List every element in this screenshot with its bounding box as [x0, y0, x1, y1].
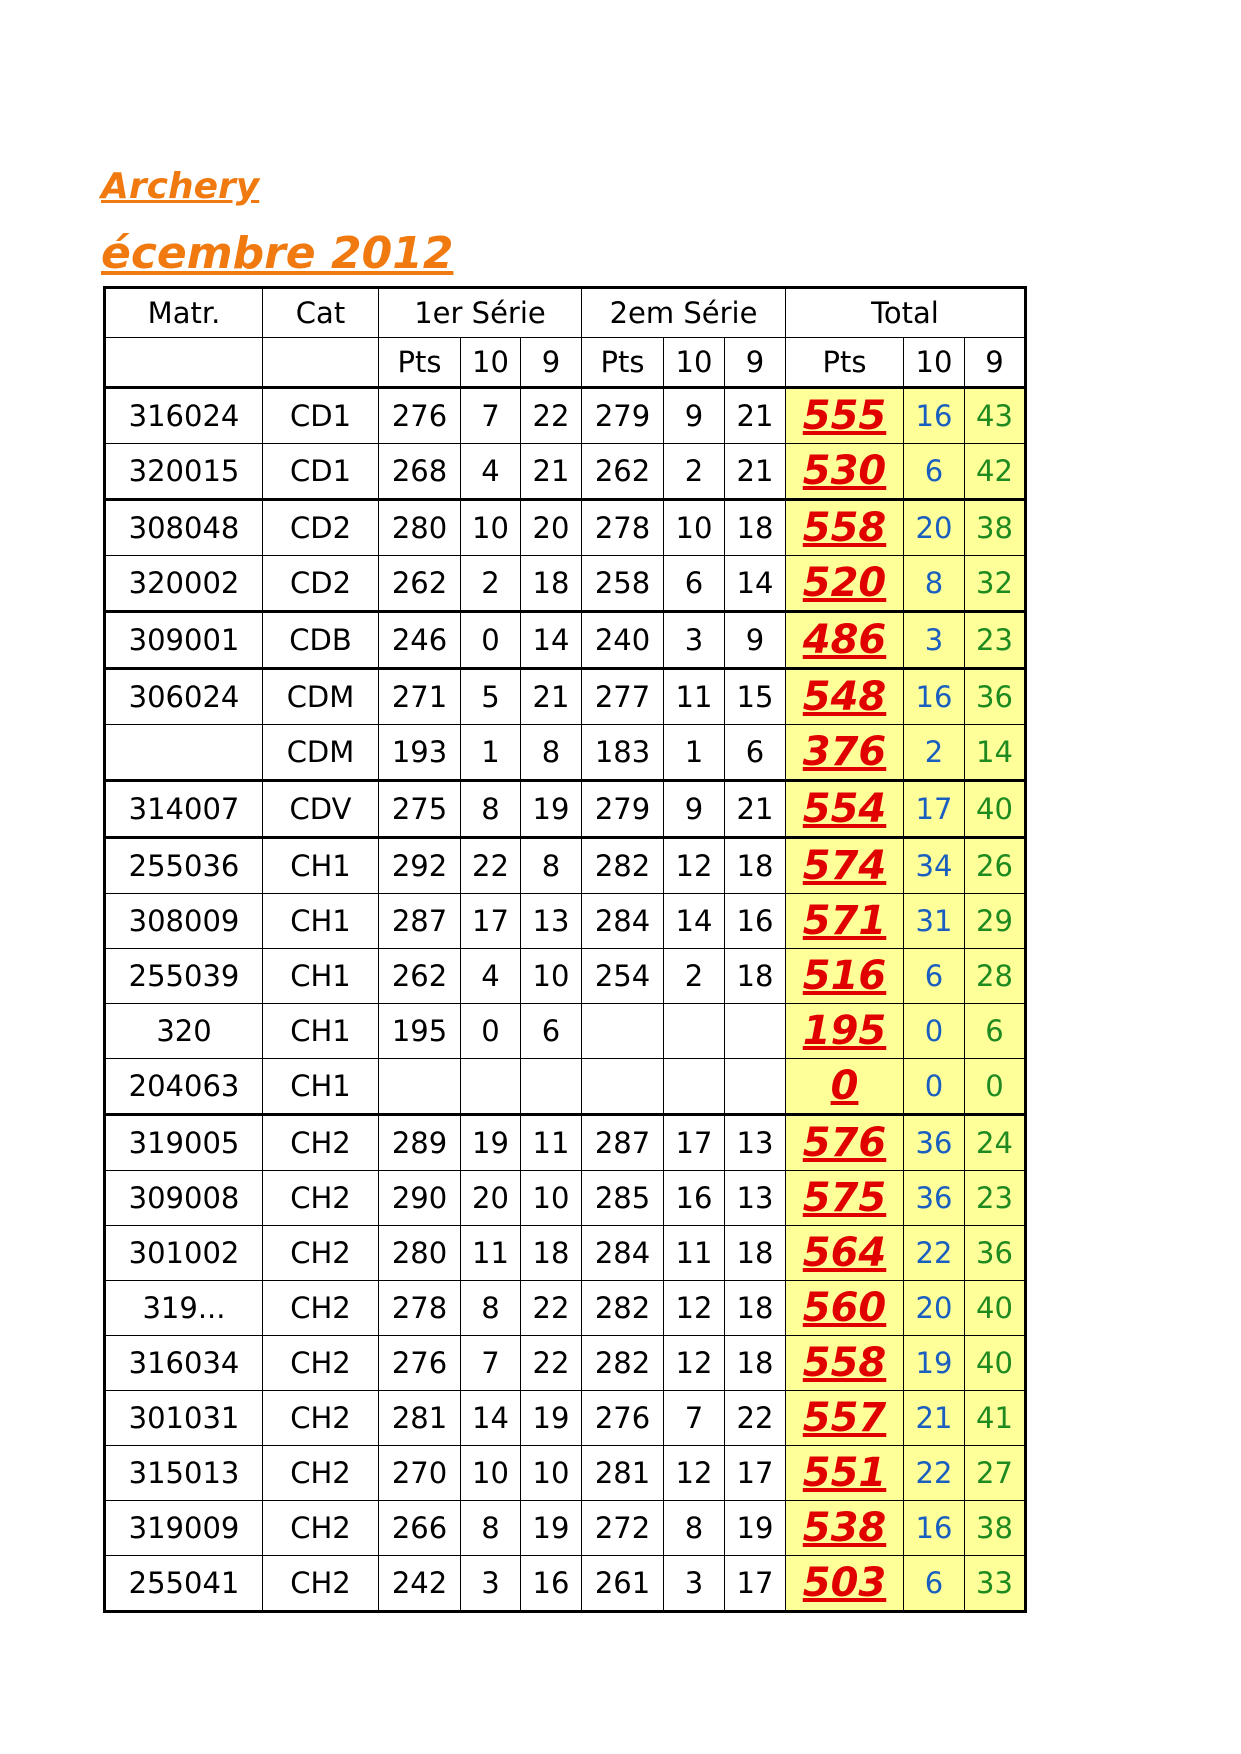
- cell-total-9: 27: [965, 1446, 1026, 1501]
- cell-total-10: 20: [904, 500, 965, 556]
- table-row: [105, 1391, 1026, 1446]
- cell-s1-9: 8: [521, 725, 582, 781]
- cell-cat: CD2: [263, 556, 379, 612]
- cell-total-9: 40: [965, 1336, 1026, 1391]
- cell-s1-pts: 195: [379, 1004, 461, 1059]
- cell-matr: 320: [105, 1004, 263, 1059]
- cell-s1-9: 20: [521, 500, 582, 556]
- cell-total-10: 34: [904, 838, 965, 894]
- cell-cat: CD1: [263, 444, 379, 500]
- cell-s2-pts: 276: [582, 1391, 664, 1446]
- table-row: [105, 556, 1026, 612]
- table-row: [105, 1446, 1026, 1501]
- cell-s2-9: 21: [725, 781, 786, 838]
- cell-s1-9: 13: [521, 894, 582, 949]
- cell-total-10: 21: [904, 1391, 965, 1446]
- header-empty-cat: [263, 338, 379, 388]
- cell-cat: CDM: [263, 669, 379, 725]
- cell-s1-9: 21: [521, 444, 582, 500]
- cell-s2-pts: 284: [582, 1226, 664, 1281]
- cell-s2-pts: [582, 1004, 664, 1059]
- cell-s1-pts: 271: [379, 669, 461, 725]
- cell-s1-10: 0: [461, 612, 521, 669]
- cell-s2-10: 1: [664, 725, 725, 781]
- header-cat: Cat: [263, 288, 379, 338]
- cell-s1-pts: 246: [379, 612, 461, 669]
- table-row: [105, 1281, 1026, 1336]
- cell-s1-pts: 280: [379, 1226, 461, 1281]
- cell-cat: CH2: [263, 1391, 379, 1446]
- cell-s1-9: 6: [521, 1004, 582, 1059]
- cell-total-10: 0: [904, 1004, 965, 1059]
- cell-s2-9: 18: [725, 1281, 786, 1336]
- cell-cat: CDM: [263, 725, 379, 781]
- cell-s1-10: 4: [461, 949, 521, 1004]
- cell-s2-pts: 279: [582, 781, 664, 838]
- cell-s2-10: 12: [664, 1446, 725, 1501]
- cell-s2-9: 9: [725, 612, 786, 669]
- cell-matr: 301002: [105, 1226, 263, 1281]
- cell-total-9: 38: [965, 500, 1026, 556]
- cell-s1-9: 8: [521, 838, 582, 894]
- cell-s2-10: [664, 1059, 725, 1115]
- cell-s1-pts: 281: [379, 1391, 461, 1446]
- table-row: [105, 612, 1026, 669]
- cell-s1-10: 8: [461, 781, 521, 838]
- cell-s2-10: 3: [664, 612, 725, 669]
- cell-s1-pts: 280: [379, 500, 461, 556]
- cell-total-pts: 503: [786, 1556, 904, 1612]
- scores-table: [103, 286, 1027, 1613]
- cell-total-10: 36: [904, 1115, 965, 1171]
- table-row: [105, 1004, 1026, 1059]
- header-s2-pts: Pts: [582, 338, 664, 388]
- cell-s1-pts: 262: [379, 556, 461, 612]
- cell-s1-pts: 275: [379, 781, 461, 838]
- cell-s1-10: 4: [461, 444, 521, 500]
- header-s2-9: 9: [725, 338, 786, 388]
- cell-cat: CH2: [263, 1501, 379, 1556]
- cell-total-10: 2: [904, 725, 965, 781]
- table-row: [105, 1336, 1026, 1391]
- cell-s1-10: 8: [461, 1281, 521, 1336]
- cell-s1-10: 14: [461, 1391, 521, 1446]
- cell-s1-pts: 276: [379, 1336, 461, 1391]
- cell-s1-9: 21: [521, 669, 582, 725]
- cell-matr: 315013: [105, 1446, 263, 1501]
- cell-s1-10: 0: [461, 1004, 521, 1059]
- cell-matr: 204063: [105, 1059, 263, 1115]
- cell-s2-9: 14: [725, 556, 786, 612]
- cell-total-pts: 575: [786, 1171, 904, 1226]
- cell-s2-10: 8: [664, 1501, 725, 1556]
- cell-total-9: 23: [965, 1171, 1026, 1226]
- cell-s2-pts: 279: [582, 388, 664, 444]
- table-row: [105, 500, 1026, 556]
- cell-matr: 255041: [105, 1556, 263, 1612]
- cell-cat: CH1: [263, 838, 379, 894]
- header-matr: Matr.: [105, 288, 263, 338]
- cell-s1-10: 10: [461, 500, 521, 556]
- table-row: [105, 1171, 1026, 1226]
- cell-total-9: 43: [965, 388, 1026, 444]
- cell-s2-9: 21: [725, 388, 786, 444]
- cell-matr: 319009: [105, 1501, 263, 1556]
- cell-total-pts: 0: [786, 1059, 904, 1115]
- cell-s1-10: 5: [461, 669, 521, 725]
- cell-total-9: 28: [965, 949, 1026, 1004]
- cell-s1-9: 19: [521, 781, 582, 838]
- cell-matr: 320002: [105, 556, 263, 612]
- cell-s2-pts: [582, 1059, 664, 1115]
- header-total-9: 9: [965, 338, 1026, 388]
- cell-s2-9: 16: [725, 894, 786, 949]
- cell-total-10: 6: [904, 444, 965, 500]
- cell-cat: CH1: [263, 894, 379, 949]
- cell-total-pts: 551: [786, 1446, 904, 1501]
- cell-s2-pts: 272: [582, 1501, 664, 1556]
- header-s2-10: 10: [664, 338, 725, 388]
- cell-s1-9: 19: [521, 1501, 582, 1556]
- cell-matr: [105, 725, 263, 781]
- cell-s2-10: 2: [664, 949, 725, 1004]
- table-row: [105, 949, 1026, 1004]
- cell-cat: CDB: [263, 612, 379, 669]
- cell-total-9: 38: [965, 1501, 1026, 1556]
- cell-s1-9: 14: [521, 612, 582, 669]
- cell-s1-9: 11: [521, 1115, 582, 1171]
- cell-s1-pts: 266: [379, 1501, 461, 1556]
- cell-total-10: 22: [904, 1446, 965, 1501]
- cell-s2-10: 12: [664, 838, 725, 894]
- cell-s1-pts: 290: [379, 1171, 461, 1226]
- cell-total-pts: 560: [786, 1281, 904, 1336]
- cell-s1-10: 2: [461, 556, 521, 612]
- cell-s2-pts: 261: [582, 1556, 664, 1612]
- cell-s1-10: 7: [461, 1336, 521, 1391]
- cell-s1-pts: [379, 1059, 461, 1115]
- table-row: [105, 1226, 1026, 1281]
- cell-matr: 255036: [105, 838, 263, 894]
- cell-s1-10: 20: [461, 1171, 521, 1226]
- cell-s1-pts: 276: [379, 388, 461, 444]
- cell-s2-pts: 284: [582, 894, 664, 949]
- cell-total-9: 14: [965, 725, 1026, 781]
- cell-total-pts: 516: [786, 949, 904, 1004]
- cell-s2-10: 17: [664, 1115, 725, 1171]
- cell-total-pts: 557: [786, 1391, 904, 1446]
- cell-s2-pts: 258: [582, 556, 664, 612]
- cell-total-pts: 564: [786, 1226, 904, 1281]
- cell-total-10: 16: [904, 669, 965, 725]
- page-title: Archery: [101, 166, 260, 207]
- cell-total-10: 17: [904, 781, 965, 838]
- cell-cat: CH1: [263, 949, 379, 1004]
- cell-total-10: 22: [904, 1226, 965, 1281]
- cell-cat: CH2: [263, 1336, 379, 1391]
- cell-s2-10: 9: [664, 388, 725, 444]
- cell-cat: CH2: [263, 1171, 379, 1226]
- cell-s1-10: 10: [461, 1446, 521, 1501]
- cell-s2-pts: 285: [582, 1171, 664, 1226]
- cell-total-9: 36: [965, 1226, 1026, 1281]
- cell-s2-pts: 240: [582, 612, 664, 669]
- header-s1-10: 10: [461, 338, 521, 388]
- cell-total-pts: 574: [786, 838, 904, 894]
- header-row-2: [105, 338, 1026, 388]
- cell-total-pts: 558: [786, 1336, 904, 1391]
- cell-total-10: 16: [904, 388, 965, 444]
- cell-matr: 320015: [105, 444, 263, 500]
- cell-total-9: 36: [965, 669, 1026, 725]
- header-row-1: [105, 288, 1026, 338]
- cell-s2-pts: 281: [582, 1446, 664, 1501]
- cell-s1-9: 16: [521, 1556, 582, 1612]
- cell-matr: 316024: [105, 388, 263, 444]
- header-total-pts: Pts: [786, 338, 904, 388]
- header-total-10: 10: [904, 338, 965, 388]
- cell-total-pts: 538: [786, 1501, 904, 1556]
- cell-s2-9: 18: [725, 949, 786, 1004]
- cell-s1-pts: 193: [379, 725, 461, 781]
- cell-s2-10: [664, 1004, 725, 1059]
- cell-total-pts: 530: [786, 444, 904, 500]
- cell-s2-10: 14: [664, 894, 725, 949]
- cell-total-10: 36: [904, 1171, 965, 1226]
- table-row: [105, 725, 1026, 781]
- cell-s2-9: 18: [725, 1226, 786, 1281]
- cell-s2-10: 6: [664, 556, 725, 612]
- cell-s1-pts: 262: [379, 949, 461, 1004]
- cell-cat: CH1: [263, 1059, 379, 1115]
- cell-s1-9: 10: [521, 1446, 582, 1501]
- cell-s2-9: [725, 1059, 786, 1115]
- cell-s2-10: 2: [664, 444, 725, 500]
- cell-s1-10: 11: [461, 1226, 521, 1281]
- cell-matr: 308009: [105, 894, 263, 949]
- cell-s2-9: 22: [725, 1391, 786, 1446]
- table-row: [105, 838, 1026, 894]
- cell-total-9: 29: [965, 894, 1026, 949]
- cell-s1-10: 22: [461, 838, 521, 894]
- cell-s1-9: 10: [521, 949, 582, 1004]
- header-serie1: 1er Série: [379, 288, 582, 338]
- cell-total-pts: 486: [786, 612, 904, 669]
- table-row: [105, 1556, 1026, 1612]
- title-area: [0, 0, 1241, 300]
- cell-s2-10: 12: [664, 1336, 725, 1391]
- cell-cat: CDV: [263, 781, 379, 838]
- cell-s2-9: 18: [725, 1336, 786, 1391]
- cell-s2-9: 21: [725, 444, 786, 500]
- cell-s2-9: 18: [725, 500, 786, 556]
- cell-s2-10: 10: [664, 500, 725, 556]
- cell-total-10: 0: [904, 1059, 965, 1115]
- cell-s1-9: 19: [521, 1391, 582, 1446]
- cell-total-10: 16: [904, 1501, 965, 1556]
- cell-matr: 309008: [105, 1171, 263, 1226]
- cell-s2-10: 7: [664, 1391, 725, 1446]
- table-row: [105, 388, 1026, 444]
- table-row: [105, 1501, 1026, 1556]
- cell-matr: 255039: [105, 949, 263, 1004]
- cell-s1-pts: 287: [379, 894, 461, 949]
- cell-s1-pts: 270: [379, 1446, 461, 1501]
- cell-s2-pts: 282: [582, 838, 664, 894]
- cell-s2-9: 15: [725, 669, 786, 725]
- cell-s2-10: 12: [664, 1281, 725, 1336]
- cell-total-9: 0: [965, 1059, 1026, 1115]
- cell-s1-pts: 292: [379, 838, 461, 894]
- cell-s2-10: 16: [664, 1171, 725, 1226]
- cell-total-9: 42: [965, 444, 1026, 500]
- cell-cat: CH2: [263, 1115, 379, 1171]
- cell-s2-10: 3: [664, 1556, 725, 1612]
- cell-total-pts: 520: [786, 556, 904, 612]
- cell-s2-9: 18: [725, 838, 786, 894]
- cell-cat: CD1: [263, 388, 379, 444]
- cell-total-9: 32: [965, 556, 1026, 612]
- cell-total-9: 23: [965, 612, 1026, 669]
- cell-s2-9: 6: [725, 725, 786, 781]
- cell-s2-pts: 254: [582, 949, 664, 1004]
- cell-s1-10: 7: [461, 388, 521, 444]
- cell-matr: 301031: [105, 1391, 263, 1446]
- cell-s1-9: 22: [521, 1281, 582, 1336]
- cell-cat: CH2: [263, 1281, 379, 1336]
- cell-s1-10: 8: [461, 1501, 521, 1556]
- cell-total-pts: 195: [786, 1004, 904, 1059]
- table-row: [105, 1059, 1026, 1115]
- table-row: [105, 894, 1026, 949]
- cell-s2-9: 13: [725, 1171, 786, 1226]
- cell-total-pts: 576: [786, 1115, 904, 1171]
- cell-total-9: 41: [965, 1391, 1026, 1446]
- cell-s1-pts: 278: [379, 1281, 461, 1336]
- cell-s2-pts: 282: [582, 1336, 664, 1391]
- cell-s1-9: 18: [521, 1226, 582, 1281]
- cell-s2-pts: 277: [582, 669, 664, 725]
- cell-matr: 319...: [105, 1281, 263, 1336]
- cell-total-10: 31: [904, 894, 965, 949]
- cell-matr: 319005: [105, 1115, 263, 1171]
- table-row: [105, 781, 1026, 838]
- cell-s2-pts: 278: [582, 500, 664, 556]
- cell-matr: 316034: [105, 1336, 263, 1391]
- table-row: [105, 1115, 1026, 1171]
- cell-total-9: 26: [965, 838, 1026, 894]
- cell-matr: 306024: [105, 669, 263, 725]
- cell-total-10: 8: [904, 556, 965, 612]
- cell-total-10: 6: [904, 1556, 965, 1612]
- cell-cat: CD2: [263, 500, 379, 556]
- cell-s2-9: 19: [725, 1501, 786, 1556]
- cell-s2-pts: 287: [582, 1115, 664, 1171]
- cell-total-pts: 554: [786, 781, 904, 838]
- cell-s2-10: 9: [664, 781, 725, 838]
- cell-total-10: 19: [904, 1336, 965, 1391]
- table-row: [105, 669, 1026, 725]
- cell-total-10: 3: [904, 612, 965, 669]
- cell-cat: CH1: [263, 1004, 379, 1059]
- cell-matr: 308048: [105, 500, 263, 556]
- header-s1-9: 9: [521, 338, 582, 388]
- cell-s1-pts: 289: [379, 1115, 461, 1171]
- cell-total-9: 33: [965, 1556, 1026, 1612]
- cell-total-9: 6: [965, 1004, 1026, 1059]
- cell-cat: CH2: [263, 1226, 379, 1281]
- cell-s2-9: 17: [725, 1446, 786, 1501]
- cell-total-pts: 558: [786, 500, 904, 556]
- header-serie2: 2em Série: [582, 288, 786, 338]
- cell-matr: 314007: [105, 781, 263, 838]
- cell-total-9: 24: [965, 1115, 1026, 1171]
- cell-total-10: 6: [904, 949, 965, 1004]
- cell-s2-9: [725, 1004, 786, 1059]
- header-total: Total: [786, 288, 1026, 338]
- table-row: [105, 444, 1026, 500]
- cell-s1-10: 3: [461, 1556, 521, 1612]
- cell-s1-9: [521, 1059, 582, 1115]
- cell-total-9: 40: [965, 1281, 1026, 1336]
- cell-s2-pts: 183: [582, 725, 664, 781]
- cell-s1-10: 19: [461, 1115, 521, 1171]
- cell-total-pts: 571: [786, 894, 904, 949]
- cell-total-9: 40: [965, 781, 1026, 838]
- cell-cat: CH2: [263, 1556, 379, 1612]
- cell-s1-10: 17: [461, 894, 521, 949]
- cell-total-pts: 376: [786, 725, 904, 781]
- cell-s1-9: 10: [521, 1171, 582, 1226]
- cell-s1-pts: 268: [379, 444, 461, 500]
- cell-s1-10: [461, 1059, 521, 1115]
- cell-s2-10: 11: [664, 669, 725, 725]
- cell-s1-9: 18: [521, 556, 582, 612]
- cell-s2-9: 13: [725, 1115, 786, 1171]
- header-s1-pts: Pts: [379, 338, 461, 388]
- cell-s2-10: 11: [664, 1226, 725, 1281]
- cell-total-pts: 555: [786, 388, 904, 444]
- cell-s1-pts: 242: [379, 1556, 461, 1612]
- cell-s1-9: 22: [521, 1336, 582, 1391]
- cell-total-10: 20: [904, 1281, 965, 1336]
- cell-s2-pts: 262: [582, 444, 664, 500]
- page-subtitle: écembre 2012: [101, 228, 454, 279]
- cell-s2-pts: 282: [582, 1281, 664, 1336]
- cell-s2-9: 17: [725, 1556, 786, 1612]
- cell-s1-9: 22: [521, 388, 582, 444]
- cell-matr: 309001: [105, 612, 263, 669]
- cell-cat: CH2: [263, 1446, 379, 1501]
- cell-total-pts: 548: [786, 669, 904, 725]
- cell-s1-10: 1: [461, 725, 521, 781]
- header-empty-matr: [105, 338, 263, 388]
